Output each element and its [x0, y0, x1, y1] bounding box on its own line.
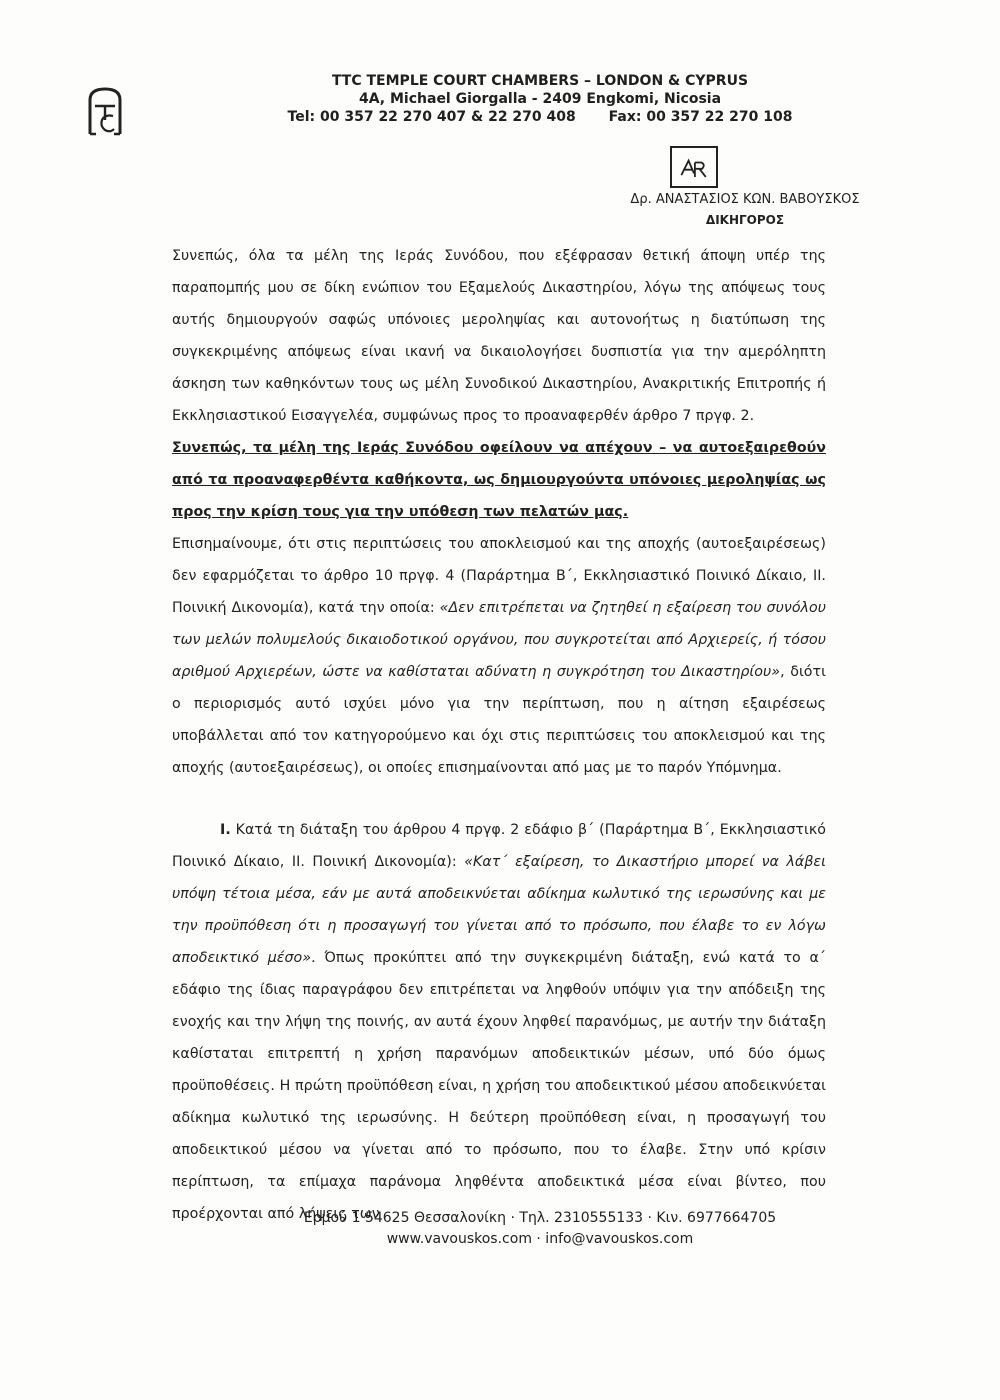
- paragraph-4-end: . Όπως προκύπτει από την συγκεκριμένη διάταξη, ενώ κατά το α΄ εδάφιο της ίδιας παραγράφου δεν επιτρέπεται να ληφθούν υπόψιν για την απόδειξη της ενοχής και την λήψη της ποινής, αν αυτά έχουν ληφθεί παρανόμως, με αυτήν την διάταξη καθίσταται επιτρεπτή η χρήση παρανόμων αποδεικτικών μέσων, υπό δύο όμως προϋποθέσεις. Η πρώτη προϋπόθεση είναι, η χρήση του αποδεικτικού μέσου αποδεικνύεται αδίκημα κωλυτικό της ιερωσύνης. Η δεύτερη προϋπόθεση είναι, η προσαγωγή του αποδεικτικού μέσου να γίνεται από το πρόσωπο, που το έλαβε. Στην υπό κρίσιν περίπτωση, τα επίμαχα παράνομα ληφθέντα αποδεικτικά μέσα είναι βίντεο, που προέρχονται από λήψεις των: [172, 950, 826, 1222]
- paragraph-1: Συνεπώς, όλα τα μέλη της Ιεράς Συνόδου, που εξέφρασαν θετική άποψη υπέρ της παραπομπής μου σε δίκη ενώπιον του Εξαμελούς Δικαστηρίου, λόγω της απόψεως τους αυτής δημιουργούν σαφώς υπόνοιες μεροληψίας και αυτονοήτως η διατύπωση της συγκεκριμένης απόψεως είναι ικανή να δικαιολογήσει δυσπιστία για την αμερόληπτη άσκηση των καθηκόντων τους ως μέλη Συνοδικού Δικαστηρίου, Ανακριτικής Επιτροπής ή Εκκλησιαστικού Εισαγγελέα, συμφώνως προς το προαναφερθέν άρθρο 7 πργφ. 2.: [172, 248, 826, 424]
- letterhead: [220, 72, 860, 126]
- chambers-logo: [86, 86, 124, 136]
- footer-web: www.vavouskos.com · info@vavouskos.com: [386, 1231, 694, 1247]
- paragraph-3: [172, 528, 826, 784]
- lawyer-name: Δρ. ΑΝΑΣΤΑΣΙΟΣ ΚΩΝ. ΒΑΒΟΥΣΚΟΣ: [630, 192, 860, 207]
- paragraph-4-start: Κατά τη διάταξη του άρθρου 4 πργφ. 2 εδάφιο β΄ (Παράρτημα Β΄, Εκκλησιαστικό Ποινικό Δίκαιο, ΙΙ. Ποινική Δικονομία):: [172, 822, 826, 870]
- footer-contact: Ερμού 1 54625 Θεσσαλονίκη · Τηλ. 2310555133 · Κιν. 6977664705: [303, 1210, 777, 1226]
- page-footer: [200, 1208, 880, 1250]
- paragraph-3-end: , διότι ο περιορισμός αυτό ισχύει μόνο για την περίπτωση, που η αίτηση εξαιρέσεως υποβάλλεται από τον κατηγορούμενο και όχι στις περιπτώσεις του αποκλεισμού και της αποχής (αυτοεξαιρέσεως), οι οποίες επισημαίνονται από μας με το παρόν Υπόμνημα.: [172, 664, 826, 776]
- paragraph-3-quote: «Δεν επιτρέπεται να ζητηθεί η εξαίρεση του συνόλου των μελών πολυμελούς δικαιοδοτικού οργάνου, που συγκροτείται από Αρχιερείς, ή τόσου αριθμού Αρχιερέων, ώστε να καθίσταται αδύνατη η συγκρότηση του Δικαστηρίου»: [172, 600, 826, 680]
- paragraph-2-emphasis: Συνεπώς, τα μέλη της Ιεράς Συνόδου οφείλουν να απέχουν – να αυτοεξαιρεθούν από τα προαναφερθέντα καθήκοντα, ως δημιουργούντα υπόνοιες μεροληψίας ως προς την κρίση τους για την υπόθεση των πελατών μας.: [172, 440, 826, 520]
- chambers-phones: [220, 108, 860, 126]
- chambers-address: 4A, Michael Giorgalla - 2409 Engkomi, Nicosia: [358, 91, 722, 107]
- chambers-tel: Tel: 00 357 22 270 407 & 22 270 408: [287, 109, 576, 125]
- section-number: Ι.: [220, 822, 231, 838]
- lawyer-role: ΔΙΚΗΓΟΡΟΣ: [705, 213, 785, 227]
- paragraph-4: [172, 814, 826, 1230]
- paragraph-gap: [172, 784, 826, 814]
- lawyer-signature-block: [630, 190, 860, 230]
- paragraph-3-start: Επισημαίνουμε, ότι στις περιπτώσεις του αποκλεισμού και της αποχής (αυτοεξαιρέσεως) δεν εφαρμόζεται το άρθρο 10 πργφ. 4 (Παράρτημα Β΄, Εκκλησιαστικό Ποινικό Δίκαιο, ΙΙ. Ποινική Δικονομία), κατά την οποία:: [172, 536, 826, 616]
- paragraph-4-quote: «Κατ΄ εξαίρεση, το Δικαστήριο μπορεί να λάβει υπόψη τέτοια μέσα, εάν με αυτά αποδεικνύεται αδίκημα κωλυτικό της ιερωσύνης και με την προϋπόθεση ότι η προσαγωγή του γίνεται από το πρόσωπο, που έλαβε το εν λόγω αποδεικτικό μέσο»: [172, 854, 827, 966]
- monogram-logo: [670, 146, 718, 188]
- chambers-name: TTC TEMPLE COURT CHAMBERS – LONDON & CYPRUS: [331, 73, 749, 89]
- document-body: [172, 240, 826, 1230]
- chambers-fax: Fax: 00 357 22 270 108: [608, 109, 793, 125]
